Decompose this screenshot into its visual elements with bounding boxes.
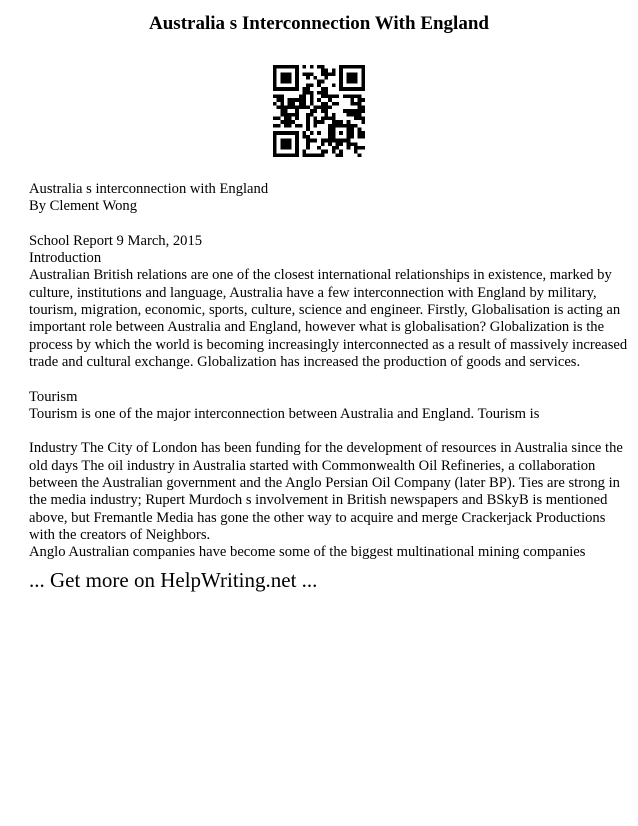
qr-module (280, 139, 291, 150)
qr-module (336, 94, 340, 98)
qr-module (302, 135, 306, 139)
qr-module (350, 131, 354, 135)
qr-module (347, 146, 351, 150)
qr-module (325, 69, 329, 73)
qr-module (332, 113, 336, 117)
qr-module (299, 105, 303, 109)
qr-module (313, 105, 317, 109)
qr-module (358, 105, 362, 109)
qr-module (321, 120, 325, 124)
qr-module (358, 135, 362, 139)
qr-module (306, 105, 310, 109)
qr-module (358, 102, 362, 106)
qr-module (280, 102, 284, 106)
qr-module (332, 120, 336, 124)
qr-module (306, 72, 310, 76)
qr-module (317, 98, 321, 102)
qr-module (288, 113, 292, 117)
qr-module (339, 120, 343, 124)
report-line: School Report 9 March, 2015 (29, 232, 203, 249)
qr-module (302, 94, 306, 98)
intro-heading: Introduction (29, 250, 102, 267)
qr-module (328, 105, 332, 109)
qr-module (317, 83, 321, 87)
tourism-line: Tourism is one of the major interconnection between Australia and England. Tourism is (29, 405, 540, 422)
qr-module (284, 113, 288, 117)
qr-module (291, 113, 295, 117)
qr-module (295, 117, 299, 121)
qr-module (347, 142, 351, 146)
intro-line: process by which the world is becoming increasingly interconnected as a result of massively increased (29, 336, 628, 353)
qr-module (321, 109, 325, 113)
qr-module (299, 102, 303, 106)
qr-module (336, 142, 340, 146)
intro-line: tourism, migration, economic, sports, culture, science and engineer. Firstly, Globalisation is acting an (29, 302, 621, 319)
qr-module (361, 117, 365, 121)
qr-module (284, 105, 288, 109)
qr-module (280, 105, 284, 109)
intro-line: important role between Australia and England, however what is globalisation? Globalization is the (29, 319, 605, 336)
qr-module (347, 120, 351, 124)
heading-line: Australia s interconnection with England (29, 181, 269, 197)
qr-module (350, 98, 354, 102)
qr-module (358, 128, 362, 132)
qr-module (317, 146, 321, 150)
qr-module (358, 113, 362, 117)
qr-module (325, 94, 329, 98)
qr-module (328, 98, 332, 102)
qr-module (321, 69, 325, 73)
qr-module (280, 113, 284, 117)
qr-module (332, 83, 336, 87)
qr-module (321, 94, 325, 98)
qr-module (277, 98, 281, 102)
qr-module (306, 142, 310, 146)
qr-module (310, 139, 314, 143)
author-line: By Clement Wong (29, 198, 138, 215)
qr-module (288, 120, 292, 124)
qr-module (295, 98, 299, 102)
qr-module (273, 102, 277, 106)
qr-module (273, 94, 277, 98)
qr-module (361, 131, 365, 135)
qr-module (336, 120, 340, 124)
qr-module (317, 65, 321, 69)
spacer (29, 371, 611, 388)
qr-module (361, 105, 365, 109)
qr-module (332, 94, 336, 98)
qr-module (328, 135, 332, 139)
industry-line: with the creators of Neighbors. (29, 526, 211, 543)
qr-module (361, 120, 365, 124)
qr-module (325, 76, 329, 80)
qr-module (313, 109, 317, 113)
qr-module (328, 142, 332, 146)
qr-module (284, 117, 288, 121)
qr-module (332, 117, 336, 121)
qr-module (284, 120, 288, 124)
qr-module (358, 98, 362, 102)
qr-module (317, 120, 321, 124)
qr-module (277, 105, 281, 109)
qr-module (306, 135, 310, 139)
qr-module (306, 139, 310, 143)
qr-module (321, 87, 325, 91)
qr-module (310, 83, 314, 87)
industry-line: Industry The City of London has been funding for the development of resources in Australia since the (29, 440, 623, 457)
qr-module (350, 124, 354, 128)
qr-module (354, 142, 358, 146)
qr-module (310, 65, 314, 69)
qr-module (347, 72, 358, 83)
qr-module (339, 150, 343, 154)
qr-module (321, 72, 325, 76)
qr-module (288, 117, 292, 121)
qr-module (328, 72, 332, 76)
qr-module (302, 87, 306, 91)
qr-module (332, 150, 336, 154)
qr-module (291, 105, 295, 109)
qr-module (280, 109, 284, 113)
qr-module (273, 117, 277, 121)
intro-paragraph (29, 267, 628, 371)
industry-line: old days The oil industry in Australia started with Commonwealth Oil Refineries, a collaboration (29, 457, 596, 474)
qr-module (310, 131, 314, 135)
qr-module (325, 72, 329, 76)
qr-module (310, 98, 314, 102)
qr-module (354, 124, 358, 128)
qr-module (354, 146, 358, 150)
qr-module (361, 146, 365, 150)
qr-module (321, 80, 325, 84)
qr-module (317, 80, 321, 84)
qr-module (310, 91, 314, 95)
qr-module (313, 139, 317, 143)
qr-module (291, 120, 295, 124)
qr-module (358, 153, 362, 157)
qr-module (343, 109, 347, 113)
qr-module (284, 124, 288, 128)
qr-module (328, 117, 332, 121)
qr-module (280, 120, 284, 124)
qr-module (354, 94, 358, 98)
qr-module (306, 117, 310, 121)
qr-module (358, 94, 362, 98)
qr-module (317, 105, 321, 109)
qr-module (350, 102, 354, 106)
qr-module (325, 109, 329, 113)
qr-module (350, 94, 354, 98)
qr-module (299, 94, 303, 98)
qr-module (313, 124, 317, 128)
qr-module (350, 142, 354, 146)
industry-line: above, but Fremantle Media has gone the other way to acquire and merge Crackerjack Productions (29, 509, 606, 526)
qr-module (280, 98, 284, 102)
qr-module (288, 105, 292, 109)
qr-module (325, 105, 329, 109)
qr-module (325, 139, 329, 143)
qr-module (302, 150, 306, 154)
intro-line: culture, institutions and language, Australia have a few interconnection with England by military, (29, 284, 597, 301)
qr-module (321, 105, 325, 109)
qr-module (317, 153, 321, 157)
qr-module (332, 72, 336, 76)
qr-module (306, 113, 310, 117)
qr-module (350, 128, 354, 132)
qr-module (302, 131, 306, 135)
qr-module (295, 124, 299, 128)
qr-module (306, 91, 310, 95)
industry-line: the media industry; Rupert Murdoch s involvement in British newspapers and BSkyB is mentioned (29, 492, 608, 509)
qr-module (325, 117, 329, 121)
qr-module (328, 94, 332, 98)
qr-module (354, 117, 358, 121)
qr-module (306, 83, 310, 87)
qr-module (295, 113, 299, 117)
qr-module (325, 102, 329, 106)
qr-module (328, 124, 332, 128)
industry-line: between the Australian government and the Anglo Persian Oil Company (later BP). Ties are strong in (29, 475, 620, 492)
qr-module (288, 124, 292, 128)
qr-module (336, 102, 340, 106)
qr-module (295, 105, 299, 109)
qr-module (306, 153, 310, 157)
qr-module (332, 69, 336, 73)
qr-module (306, 87, 310, 91)
qr-module (288, 102, 292, 106)
qr-module (310, 109, 314, 113)
qr-module (332, 146, 336, 150)
qr-module (321, 153, 325, 157)
qr-module (358, 146, 362, 150)
qr-module (302, 102, 306, 106)
qr-module (347, 109, 351, 113)
qr-module (325, 91, 329, 95)
qr-module (302, 72, 306, 76)
qr-module (299, 124, 303, 128)
qr-module (354, 150, 358, 154)
qr-module (284, 109, 288, 113)
qr-module (321, 65, 325, 69)
qr-module (306, 76, 310, 80)
qr-module (350, 113, 354, 117)
qr-module (321, 150, 325, 154)
qr-module (288, 98, 292, 102)
qr-module (354, 109, 358, 113)
qr-module (321, 102, 325, 106)
tourism-heading: Tourism (29, 388, 78, 405)
qr-module (325, 87, 329, 91)
qr-module (339, 131, 343, 135)
spacer (29, 423, 611, 440)
qr-module (302, 65, 306, 69)
qr-module (347, 94, 351, 98)
qr-module (302, 98, 306, 102)
qr-module (358, 109, 362, 113)
qr-module (310, 94, 314, 98)
qr-module (277, 124, 281, 128)
qr-module (299, 98, 303, 102)
qr-module (361, 135, 365, 139)
qr-module (291, 98, 295, 102)
qr-module (317, 91, 321, 95)
qr-module (332, 102, 336, 106)
qr-module (350, 135, 354, 139)
qr-module (280, 94, 284, 98)
document-title: Australia s Interconnection With England (149, 13, 489, 34)
qr-module (306, 120, 310, 124)
qr-module (313, 120, 317, 124)
qr-module (310, 113, 314, 117)
qr-module (313, 153, 317, 157)
qr-module (321, 142, 325, 146)
qr-module (310, 72, 314, 76)
qr-module (313, 117, 317, 121)
qr-module (277, 117, 281, 121)
qr-module (358, 131, 362, 135)
qr-module (321, 91, 325, 95)
qr-module (321, 117, 325, 121)
qr-module (313, 76, 317, 80)
qr-module (310, 153, 314, 157)
spacer (29, 216, 611, 233)
qr-module (302, 105, 306, 109)
qr-module (328, 128, 332, 132)
qr-module (354, 113, 358, 117)
qr-module (280, 72, 291, 83)
document-body (29, 181, 628, 562)
qr-module (350, 109, 354, 113)
qr-module (302, 153, 306, 157)
intro-line: trade and cultural exchange. Globalization has increased the production of goods and services. (29, 353, 581, 370)
qr-module (325, 113, 329, 117)
qr-module (339, 153, 343, 157)
qr-module (291, 102, 295, 106)
industry-paragraph (29, 440, 623, 544)
qr-module (347, 113, 351, 117)
qr-module (339, 142, 343, 146)
qr-code-image (273, 65, 365, 157)
qr-module (302, 91, 306, 95)
qr-module (277, 94, 281, 98)
qr-module (361, 98, 365, 102)
qr-module (343, 94, 347, 98)
qr-module (273, 124, 277, 128)
anglo-line: Anglo Australian companies have become some of the biggest multinational mining companies (29, 544, 586, 561)
qr-module (310, 102, 314, 106)
qr-module (321, 139, 325, 143)
qr-module (328, 139, 332, 143)
qr-module (306, 124, 310, 128)
qr-module (336, 146, 340, 150)
intro-line: Australian British relations are one of the closest international relationships in existence, marked by (29, 267, 612, 284)
qr-module (306, 146, 310, 150)
qr-module (317, 131, 321, 135)
qr-module (306, 128, 310, 132)
get-more-link[interactable]: ... Get more on HelpWriting.net ... (29, 568, 318, 592)
qr-module (354, 102, 358, 106)
qr-module (325, 150, 329, 154)
qr-module (361, 109, 365, 113)
qr-module (328, 131, 332, 135)
qr-module (295, 109, 299, 113)
qr-module (358, 117, 362, 121)
qr-module (336, 153, 340, 157)
